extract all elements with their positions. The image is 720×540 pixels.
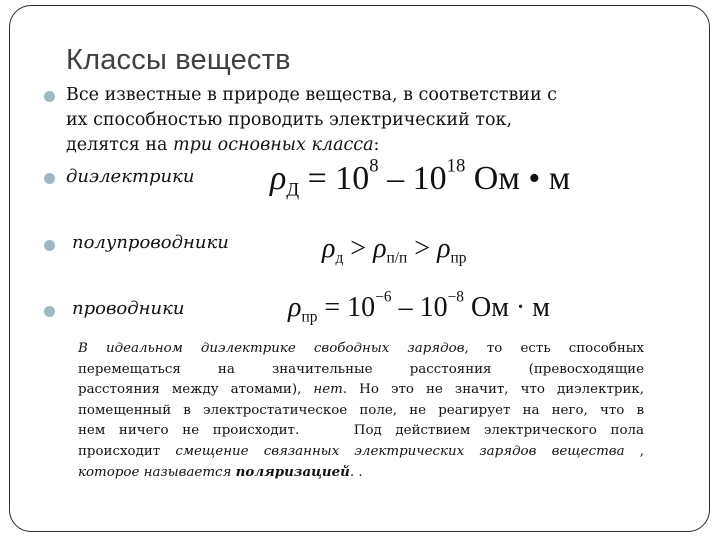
bullet-icon: [44, 173, 55, 184]
rho-subscript: пр: [301, 308, 318, 326]
intro-line-3-suffix: :: [373, 135, 380, 155]
rho-subscript: д: [335, 249, 344, 267]
rho-symbol: ρ: [373, 233, 387, 264]
rho-symbol: ρ: [437, 233, 451, 264]
formula-equals: = 10: [317, 292, 376, 323]
note-text: расстояния между атомами),: [78, 382, 314, 397]
note-text: . .: [349, 465, 363, 480]
bullet-icon: [44, 306, 55, 317]
note-italic: В идеальном диэлектрике свободных зарядов: [78, 341, 465, 356]
rho-symbol: ρ: [322, 233, 336, 264]
note-italic: нет: [313, 382, 343, 397]
note-line-5: нем ничего не происходит. Под действием электрического пола: [78, 423, 644, 438]
note-line-6: [78, 442, 644, 463]
note-bold: поляризацией: [235, 464, 350, 480]
formula-equals: = 10: [299, 160, 370, 197]
formula-unit: Ом • м: [465, 160, 571, 197]
bullet-icon: [44, 91, 55, 102]
bullet-icon: [44, 240, 55, 251]
item-semiconductors: полупроводники: [72, 232, 229, 253]
exponent: −8: [447, 288, 464, 306]
note-line-3: [78, 380, 644, 401]
greater-than: >: [343, 233, 374, 264]
intro-line-3-prefix: делятся на: [66, 135, 174, 155]
exponent: 18: [446, 155, 466, 177]
exponent: −6: [375, 288, 392, 306]
intro-line-3-italic: три основных класса: [173, 135, 374, 155]
note-text: ,: [624, 443, 645, 459]
item-dielectrics: диэлектрики: [66, 166, 195, 187]
rho-subscript: пр: [450, 249, 467, 267]
formula-conductor: [288, 288, 550, 326]
formula-dielectric: [270, 155, 571, 201]
formula-semiconductor: [322, 233, 466, 265]
rho-symbol: ρ: [288, 292, 302, 323]
note-paragraph: [78, 339, 644, 484]
intro-line-1: Все известные в природе вещества, в соответствии с: [66, 85, 557, 105]
formula-minus: – 10: [378, 160, 447, 197]
greater-than: >: [407, 233, 438, 264]
note-italic: которое называется: [78, 465, 236, 480]
rho-subscript: п/п: [386, 249, 408, 267]
note-line-4: помещенный в электростатическое поле, не реагирует на него, что в: [78, 402, 644, 418]
note-line-1: [78, 339, 644, 360]
note-italic: смещение связанных электрических зарядов вещества: [175, 443, 625, 459]
slide-title: Классы веществ: [66, 44, 291, 76]
item-conductors: проводники: [72, 298, 185, 319]
rho-symbol: ρ: [270, 160, 287, 197]
note-text: . Но это не значит, что диэлектрик,: [342, 382, 644, 397]
note-text: , то есть способных: [464, 341, 644, 356]
intro-line-3: [66, 133, 666, 158]
note-line-2: перемещаться на значительные расстояния (превосходящие: [78, 361, 644, 377]
note-line-7: [78, 462, 644, 484]
exponent: 8: [369, 155, 379, 177]
rho-subscript: Д: [286, 179, 300, 201]
note-text: происходит: [78, 443, 176, 459]
formula-unit: Ом · м: [463, 292, 550, 323]
intro-line-2: их способностью проводить электрический ток,: [66, 110, 513, 130]
intro-paragraph: [66, 83, 666, 158]
formula-minus: – 10: [391, 292, 448, 323]
